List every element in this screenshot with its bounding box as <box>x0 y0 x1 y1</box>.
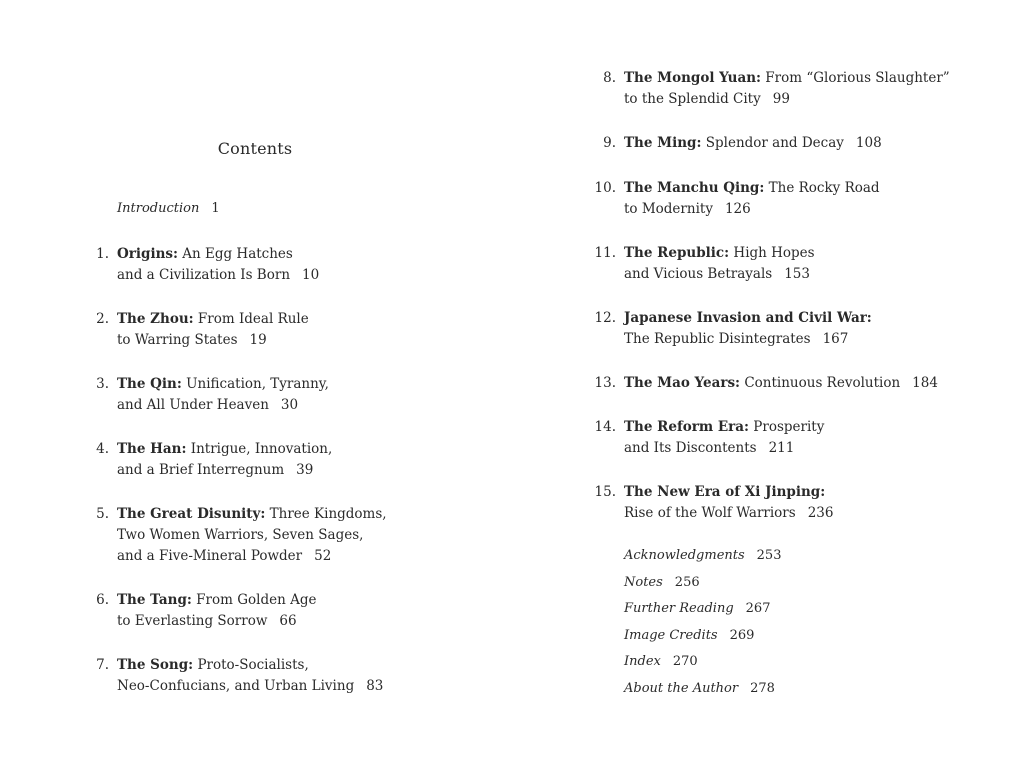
chapter-heading: The New Era of Xi Jinping: <box>624 484 826 500</box>
chapter-number: 13. <box>594 375 616 391</box>
chapter-number: 6. <box>96 592 109 608</box>
toc-chapter-1[interactable] <box>96 244 320 286</box>
chapter-number: 10. <box>594 180 616 196</box>
chapter-title-line1: An Egg Hatches <box>177 246 293 262</box>
toc-further-reading[interactable] <box>624 601 770 616</box>
chapter-title-line1: From Ideal Rule <box>193 311 309 327</box>
chapter-heading: The Republic: <box>624 245 730 261</box>
chapter-page: 153 <box>784 266 810 282</box>
chapter-number: 2. <box>96 311 109 327</box>
toc-chapter-3[interactable] <box>96 374 329 416</box>
back-matter-label: About the Author <box>624 681 739 696</box>
chapter-number: 15. <box>594 484 616 500</box>
toc-chapter-9[interactable] <box>603 133 882 154</box>
chapter-number: 1. <box>96 246 109 262</box>
chapter-page: 167 <box>822 331 849 347</box>
toc-chapter-5[interactable] <box>96 504 387 567</box>
back-matter-page: 256 <box>674 575 700 590</box>
chapter-title-line2: to Everlasting Sorrow <box>117 613 268 629</box>
chapter-heading: The Reform Era: <box>624 419 750 435</box>
chapter-title-line1: Intrigue, Innovation, <box>186 441 333 457</box>
chapter-title-line1: Unification, Tyranny, <box>181 376 329 392</box>
toc-chapter-13[interactable] <box>594 373 938 394</box>
chapter-page: 184 <box>912 375 938 391</box>
chapter-title-line3: and a Five-Mineral Powder <box>117 548 303 564</box>
back-matter-page: 278 <box>750 681 775 696</box>
chapter-title-line2: Rise of the Wolf Warriors <box>624 505 796 521</box>
chapter-number: 12. <box>594 310 616 326</box>
chapter-title-line2: The Republic Disintegrates <box>624 331 811 347</box>
back-matter-page: 267 <box>745 601 771 616</box>
chapter-number: 8. <box>603 70 616 86</box>
introduction-page: 1 <box>211 201 220 216</box>
chapter-page: 19 <box>249 332 267 348</box>
toc-chapter-7[interactable] <box>96 655 384 697</box>
chapter-page: 83 <box>366 678 384 694</box>
chapter-heading: The Great Disunity: <box>117 506 266 522</box>
chapter-title-line2: and Vicious Betrayals <box>624 266 773 282</box>
chapter-title-line2: Neo-Confucians, and Urban Living <box>117 678 355 694</box>
chapter-number: 9. <box>603 135 616 151</box>
toc-image-credits[interactable] <box>624 628 754 643</box>
toc-chapter-10[interactable] <box>594 178 880 220</box>
chapter-title-line1: Splendor and Decay <box>701 135 844 151</box>
chapter-heading: The Zhou: <box>117 311 194 327</box>
chapter-page: 66 <box>279 613 297 629</box>
back-matter-label: Notes <box>624 575 663 590</box>
toc-chapter-4[interactable] <box>96 439 333 481</box>
chapter-title-line1: Three Kingdoms, <box>265 506 387 522</box>
back-matter-label: Image Credits <box>624 628 718 643</box>
chapter-title-line1: High Hopes <box>729 245 815 261</box>
back-matter-page: 269 <box>729 628 755 643</box>
chapter-title-line2: to Modernity <box>624 201 713 217</box>
toc-chapter-11[interactable] <box>594 243 815 285</box>
chapter-number: 5. <box>96 506 109 522</box>
toc-notes[interactable] <box>624 575 700 590</box>
chapter-heading: The Ming: <box>624 135 702 151</box>
chapter-page: 108 <box>855 135 882 151</box>
toc-chapter-14[interactable] <box>594 417 825 459</box>
chapter-heading: The Mao Years: <box>624 375 741 391</box>
chapter-title-line2: Two Women Warriors, Seven Sages, <box>117 527 364 543</box>
chapter-page: 52 <box>314 548 332 564</box>
chapter-heading: Origins: <box>117 246 178 262</box>
chapter-heading: The Qin: <box>117 376 182 392</box>
toc-chapter-6[interactable] <box>96 590 317 632</box>
chapter-heading: The Song: <box>117 657 194 673</box>
chapter-title-line1: Prosperity <box>749 419 825 435</box>
back-matter-page: 253 <box>756 548 782 563</box>
chapter-page: 39 <box>296 462 314 478</box>
chapter-heading: The Mongol Yuan: <box>624 70 762 86</box>
chapter-number: 14. <box>594 419 616 435</box>
chapter-page: 99 <box>772 91 790 107</box>
chapter-heading: The Tang: <box>117 592 192 608</box>
back-matter-page: 270 <box>672 654 698 669</box>
toc-chapter-2[interactable] <box>96 309 309 351</box>
contents-title: Contents <box>217 139 293 158</box>
chapter-title-line2: and a Civilization Is Born <box>117 267 291 283</box>
chapter-page: 236 <box>807 505 834 521</box>
chapter-page: 126 <box>724 201 751 217</box>
chapter-title-line1: Proto-Socialists, <box>193 657 309 673</box>
chapter-heading: Japanese Invasion and Civil War: <box>624 310 872 326</box>
chapter-heading: The Han: <box>117 441 187 457</box>
chapter-title-line1: From “Glorious Slaughter” <box>761 70 950 86</box>
chapter-number: 11. <box>594 245 616 261</box>
chapter-title-line1: The Rocky Road <box>764 180 880 196</box>
chapter-title-line2: and Its Discontents <box>624 440 757 456</box>
toc-about-the-author[interactable] <box>624 681 775 696</box>
toc-chapter-8[interactable] <box>603 68 950 110</box>
chapter-title-line1: From Golden Age <box>191 592 317 608</box>
chapter-title-line2: to the Splendid City <box>624 91 761 107</box>
chapter-page: 211 <box>768 440 795 456</box>
chapter-heading: The Manchu Qing: <box>624 180 765 196</box>
right-page <box>510 0 1020 771</box>
chapter-title-line1: Continuous Revolution <box>740 375 901 391</box>
chapter-title-line2: to Warring States <box>117 332 238 348</box>
back-matter-label: Index <box>624 654 661 669</box>
chapter-number: 7. <box>96 657 109 673</box>
toc-index[interactable] <box>624 654 698 669</box>
chapter-title-line2: and All Under Heaven <box>117 397 269 413</box>
toc-chapter-15[interactable] <box>594 482 834 524</box>
toc-introduction[interactable] <box>117 201 220 216</box>
back-matter-label: Acknowledgments <box>624 548 745 563</box>
chapter-number: 4. <box>96 441 109 457</box>
back-matter-label: Further Reading <box>624 601 734 616</box>
chapter-page: 30 <box>280 397 299 413</box>
toc-chapter-12[interactable] <box>594 308 872 350</box>
introduction-label: Introduction <box>117 201 200 216</box>
chapter-number: 3. <box>96 376 109 392</box>
toc-acknowledgments[interactable] <box>624 548 781 563</box>
chapter-title-line2: and a Brief Interregnum <box>117 462 285 478</box>
chapter-page: 10 <box>302 267 320 283</box>
